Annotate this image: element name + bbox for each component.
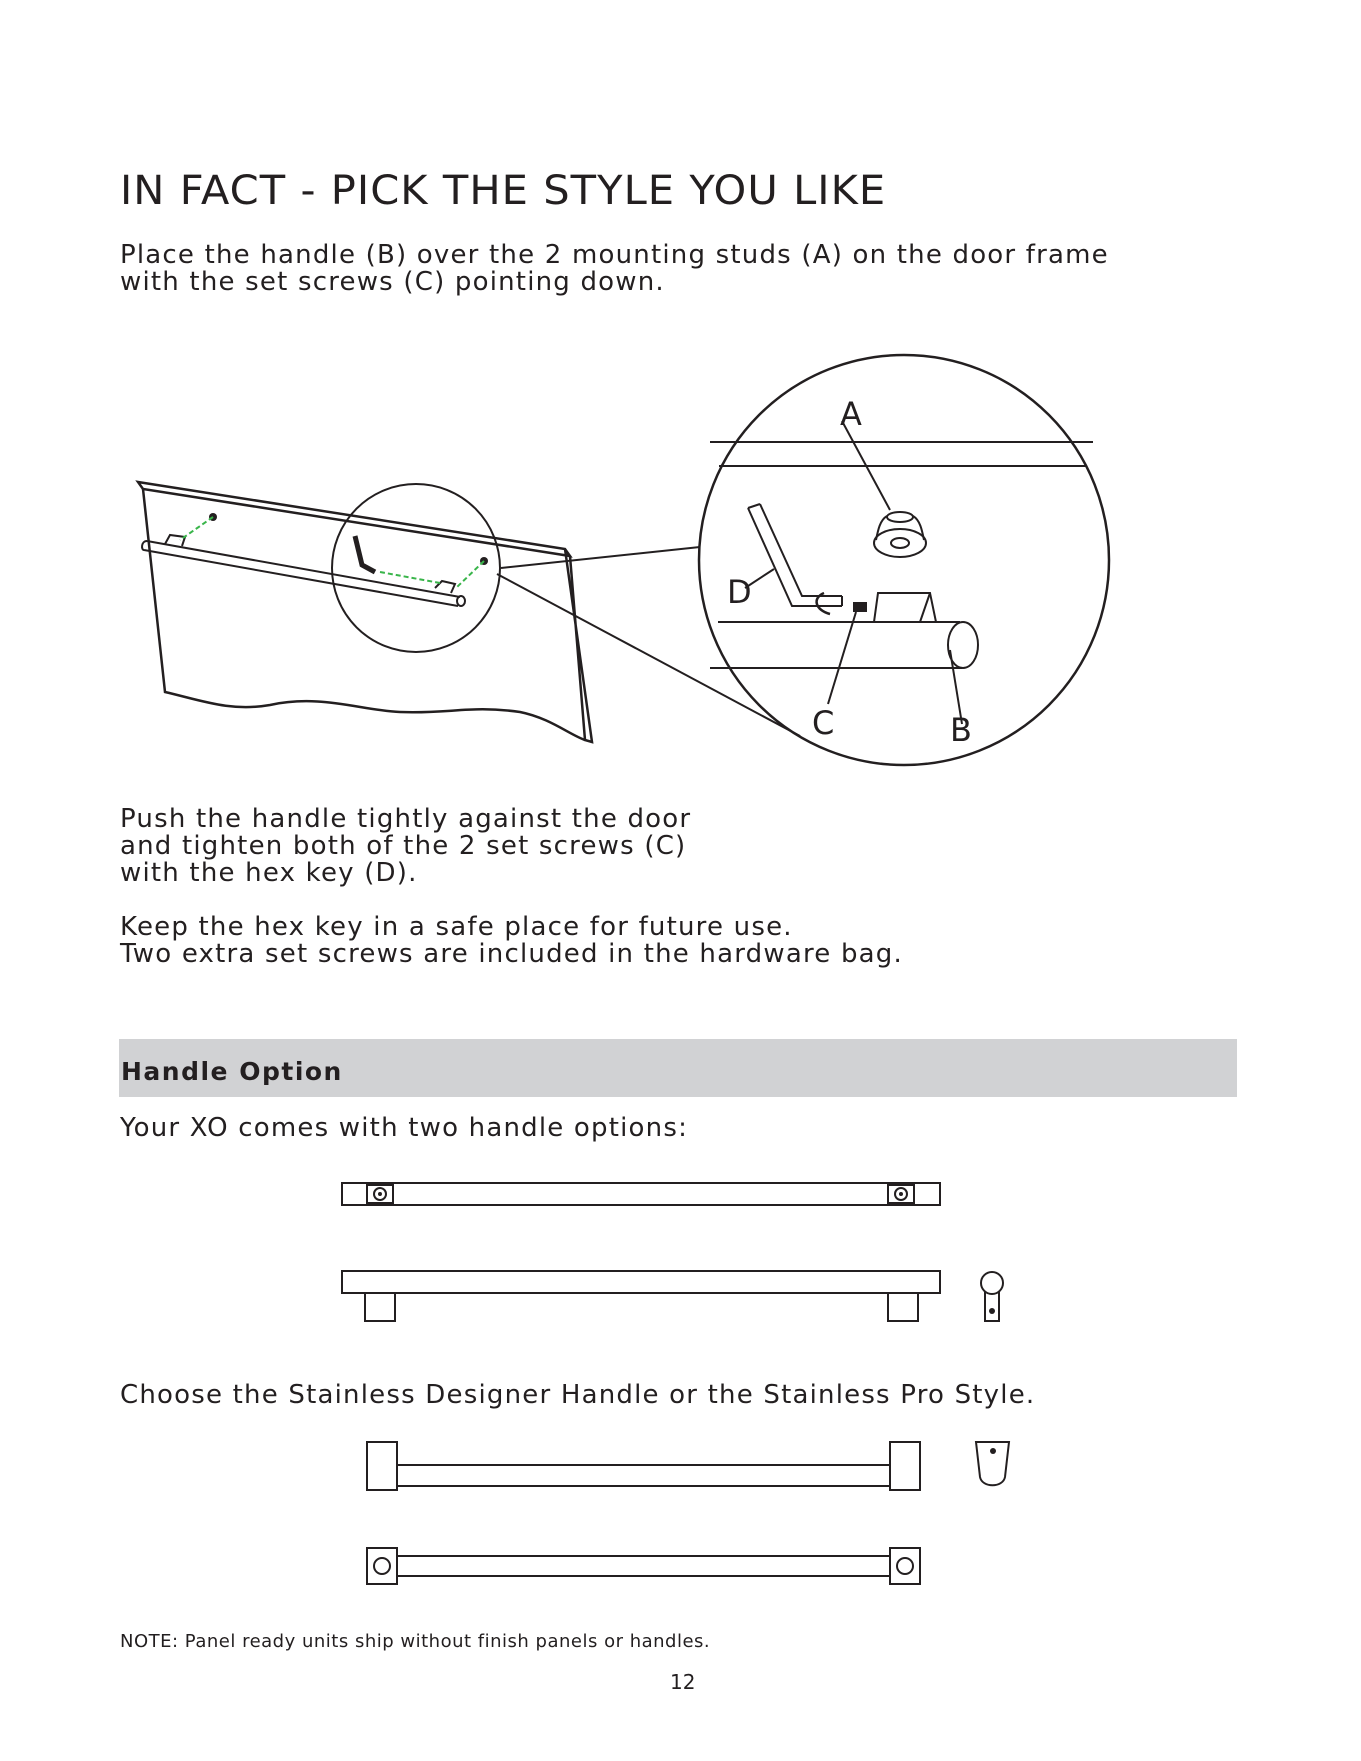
choose-text: Choose the Stainless Designer Handle or the Stainless Pro Style.: [120, 1380, 1036, 1410]
pro-handle-side-view: [367, 1442, 920, 1490]
pro-handle-top-view: [367, 1548, 920, 1584]
section-heading: Handle Option: [121, 1057, 343, 1086]
label-a: A: [840, 395, 862, 433]
door-handle-bar: [142, 535, 465, 606]
label-b: B: [950, 711, 972, 749]
options-intro: Your XO comes with two handle options:: [120, 1113, 689, 1143]
tighten-instructions: Push the handle tightly against the door and tighten both of the 2 set screws (C) with the hex key (D).: [120, 804, 692, 888]
page-number: 12: [670, 1670, 696, 1694]
page-title: IN FACT - PICK THE STYLE YOU LIKE: [120, 168, 887, 214]
door-panel: [138, 482, 592, 742]
designer-handle-end-view: [981, 1272, 1003, 1321]
pro-handle-end-view: [976, 1442, 1009, 1485]
footer-note: NOTE: Panel ready units ship without finish panels or handles.: [120, 1631, 711, 1652]
label-c: C: [812, 704, 835, 742]
designer-handle-top-view: [342, 1183, 940, 1205]
keep-hex-key-note: Keep the hex key in a safe place for future use. Two extra set screws are included in the hardware bag.: [120, 912, 903, 969]
hex-key-small: [355, 536, 375, 572]
detail-callout-large: [699, 355, 1109, 765]
label-d: D: [727, 573, 752, 611]
detail-callout-small: [332, 484, 500, 652]
designer-handle-side-view: [342, 1271, 940, 1321]
intro-paragraph: Place the handle (B) over the 2 mounting studs (A) on the door frame with the set screws (C) pointing down.: [120, 240, 1109, 297]
